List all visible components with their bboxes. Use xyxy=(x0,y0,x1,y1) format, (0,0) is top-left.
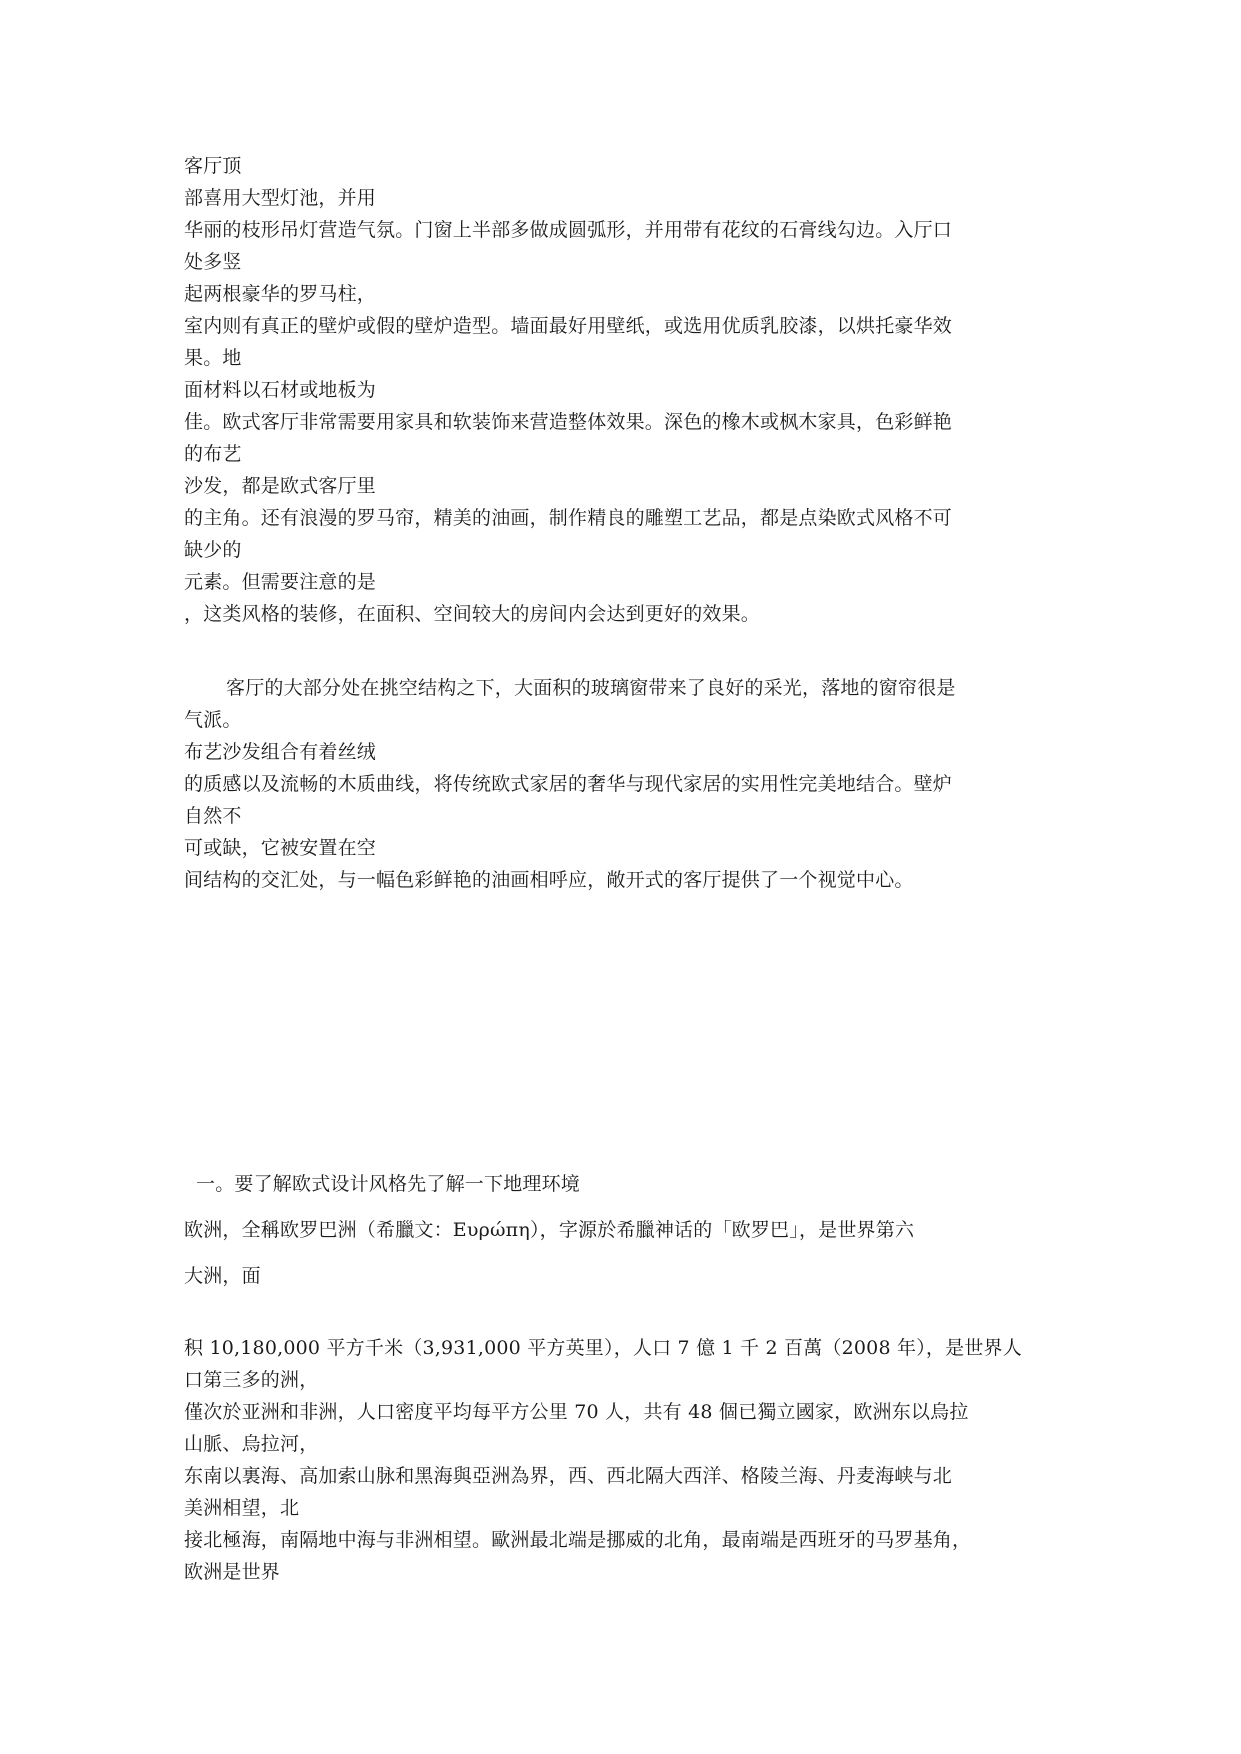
paragraph-line: 自然不 xyxy=(184,805,242,827)
paragraph-line: 美洲相望，北 xyxy=(184,1497,300,1519)
paragraph-line: 欧洲是世界 xyxy=(184,1561,281,1583)
paragraph-line: 佳。欧式客厅非常需要用家具和软装饰来营造整体效果。深色的橡木或枫木家具，色彩鲜艳 xyxy=(184,411,953,433)
paragraph-line: 间结构的交汇处，与一幅色彩鲜艳的油画相呼应，敞开式的客厅提供了一个视觉中心。 xyxy=(184,869,914,891)
paragraph-line: 口第三多的洲， xyxy=(184,1369,319,1391)
paragraph-line: 东南以裏海、高加索山脉和黑海與亞洲為界，西、西北隔大西洋、格陵兰海、丹麦海峡与北 xyxy=(184,1465,953,1487)
paragraph-line: 面材料以石材或地板为 xyxy=(184,379,377,401)
paragraph-line: 缺少的 xyxy=(184,539,242,561)
paragraph-line: 室内则有真正的壁炉或假的壁炉造型。墙面最好用壁纸，或选用优质乳胶漆，以烘托豪华效 xyxy=(184,315,953,337)
paragraph-line: 僅次於亚洲和非洲，人口密度平均每平方公里 70 人，共有 48 個已獨立國家，欧洲东以烏拉 xyxy=(184,1401,969,1423)
paragraph-line: 大洲，面 xyxy=(184,1265,261,1287)
paragraph-line: 接北極海，南隔地中海与非洲相望。歐洲最北端是挪威的北角，最南端是西班牙的马罗基角， xyxy=(184,1529,972,1551)
paragraph-line: 山脈、烏拉河， xyxy=(184,1433,319,1455)
paragraph-line: 起两根豪华的罗马柱， xyxy=(184,283,377,305)
paragraph-line: 元素。但需要注意的是 xyxy=(184,571,377,593)
paragraph-line: 果。地 xyxy=(184,347,242,369)
paragraph-line: ，这类风格的装修，在面积、空间较大的房间内会达到更好的效果。 xyxy=(184,603,761,625)
paragraph-line: 沙发，都是欧式客厅里 xyxy=(184,475,377,497)
paragraph-line: 华丽的枝形吊灯营造气氛。门窗上半部多做成圆弧形，并用带有花纹的石膏线勾边。入厅口 xyxy=(184,219,953,241)
paragraph-line: 客厅顶 xyxy=(184,155,242,177)
paragraph-line: 布艺沙发组合有着丝绒 xyxy=(184,741,377,763)
paragraph-line: 的质感以及流畅的木质曲线，将传统欧式家居的奢华与现代家居的实用性完美地结合。壁炉 xyxy=(184,773,953,795)
paragraph-line: 可或缺，它被安置在空 xyxy=(184,837,377,859)
paragraph-line: 欧洲，全稱欧罗巴洲（希臘文：Ευρώπη），字源於希臘神话的「欧罗巴」，是世界第六 xyxy=(184,1219,915,1241)
paragraph-line: 处多竖 xyxy=(184,251,242,273)
paragraph-line: 的主角。还有浪漫的罗马帘，精美的油画，制作精良的雕塑工艺品，都是点染欧式风格不可 xyxy=(184,507,953,529)
paragraph-line: 客厅的大部分处在挑空结构之下，大面积的玻璃窗带来了良好的采光，落地的窗帘很是 xyxy=(226,677,956,699)
section-heading: 一。要了解欧式设计风格先了解一下地理环境 xyxy=(196,1173,581,1195)
paragraph-line: 积 10,180,000 平方千米（3,931,000 平方英里），人口 7 億 1 千 2 百萬（2008 年），是世界人 xyxy=(184,1337,1022,1359)
paragraph-line: 的布艺 xyxy=(184,443,242,465)
paragraph-line: 部喜用大型灯池，并用 xyxy=(184,187,377,209)
paragraph-line: 气派。 xyxy=(184,709,242,731)
